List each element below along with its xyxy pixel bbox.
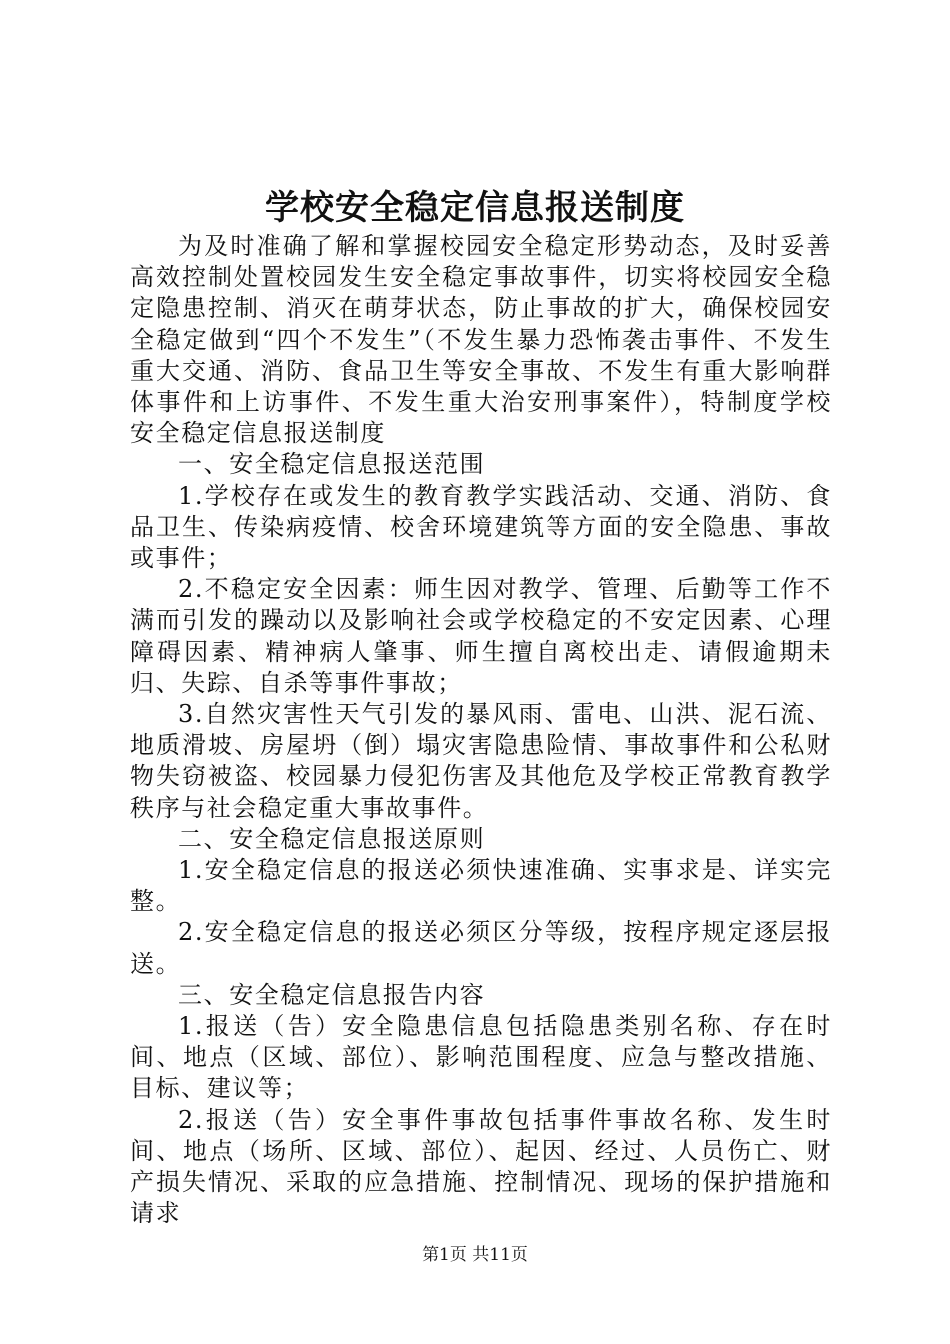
paragraph-item: 2.安全稳定信息的报送必须区分等级，按程序规定逐层报送。 — [130, 918, 832, 978]
paragraph-item: 1.报送（告）安全隐患信息包括隐患类别名称、存在时间、地点（区域、部位）、影响范围程度、应急与整改措施、目标、建议等； — [130, 1012, 832, 1103]
paragraph-item: 1.学校存在或发生的教育教学实践活动、交通、消防、食品卫生、传染病疫情、校舍环境建筑等方面的安全隐患、事故或事件； — [130, 481, 832, 573]
paragraph-item: 2.不稳定安全因素：师生因对教学、管理、后勤等工作不满而引发的躁动以及影响社会或学校稳定的不安定因素、心理障碍因素、精神病人肇事、师生擅自离校出走、请假逾期未归、失踪、自杀等事件事故； — [130, 575, 832, 697]
paragraph-item: 2.报送（告）安全事件事故包括事件事故名称、发生时间、地点（场所、区域、部位）、起因、经过、人员伤亡、财产损失情况、采取的应急措施、控制情况、现场的保护措施和请求 — [130, 1105, 832, 1228]
page-number-footer: 第1页 共11页 — [422, 1245, 528, 1265]
paragraph-intro: 为及时准确了解和掌握校园安全稳定形势动态，及时妥善高效控制处置校园发生安全稳定事故事件，切实将校园安全稳定隐患控制、消灭在萌芽状态，防止事故的扩大，确保校园安全稳定做到“四个不发生”（不发生暴力恐怖袭击事件、不发生重大交通、消防、食品卫生等安全事故、不发生有重大影响群体事件和上访事件、不发生重大治安刑事案件），特制度学校安全稳定信息报送制度 — [130, 232, 832, 448]
paragraph-item: 3.自然灾害性天气引发的暴风雨、雷电、山洪、泥石流、地质滑坡、房屋坍（倒）塌灾害隐患险情、事故事件和公私财物失窃被盗、校园暴力侵犯伤害及其他危及学校正常教育教学秩序与社会稳定重大事故事件。 — [130, 700, 832, 822]
document-title: 学校安全稳定信息报送制度 — [265, 188, 685, 228]
paragraph-item: 1.安全稳定信息的报送必须快速准确、实事求是、详实完整。 — [130, 856, 832, 916]
heading-section-2: 二、安全稳定信息报送原则 — [178, 824, 486, 853]
document-body — [130, 231, 832, 1230]
heading-section-1: 一、安全稳定信息报送范围 — [178, 450, 486, 479]
heading-section-3: 三、安全稳定信息报告内容 — [178, 980, 486, 1009]
